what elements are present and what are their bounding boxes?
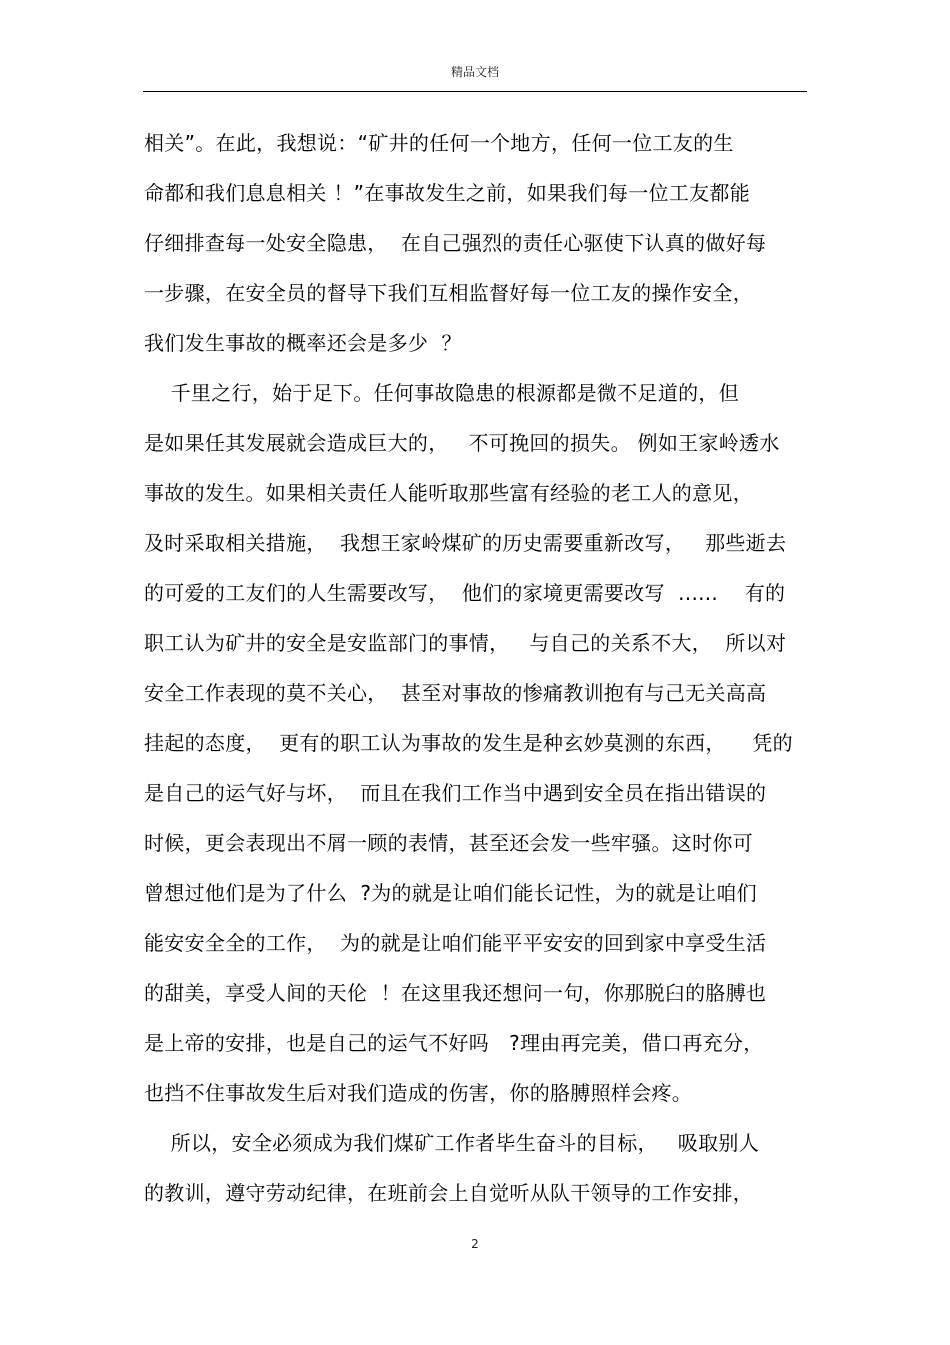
text-line: 时候，更会表现出不屑一顾的表情，甚至还会发一些牢骚。这时你可 bbox=[144, 831, 753, 855]
text-line: 及时采取相关措施， 我想王家岭煤矿的历史需要重新改写， 那些逝去 bbox=[144, 531, 787, 555]
text-line: 相关”。在此，我想说：“矿井的任何一个地方，任何一位工友的生 bbox=[144, 131, 734, 155]
text-line: 千里之行，始于足下。任何事故隐患的根源都是微不足道的，但 bbox=[144, 381, 740, 405]
text-line: 是上帝的安排，也是自己的运气不好吗 ?理由再完美，借口再充分， bbox=[144, 1031, 764, 1055]
text-line: 事故的发生。如果相关责任人能听取那些富有经验的老工人的意见， bbox=[144, 481, 753, 505]
page-number: 2 bbox=[471, 1237, 479, 1251]
text-line: 的教训，遵守劳动纪律，在班前会上自觉听从队干领导的工作安排， bbox=[144, 1181, 753, 1205]
header-divider bbox=[143, 91, 807, 92]
text-line: 命都和我们息息相关 ！”在事故发生之前，如果我们每一位工友都能 bbox=[144, 181, 751, 205]
text-line: 能安安全全的工作， 为的就是让咱们能平平安安的回到家中享受生活 bbox=[144, 931, 767, 955]
text-line: 也挡不住事故发生后对我们造成的伤害，你的胳膊照样会疼。 bbox=[144, 1081, 693, 1105]
text-line: 职工认为矿井的安全是安监部门的事情， 与自己的关系不大， 所以对 bbox=[144, 631, 787, 655]
page-header-title: 精品文档 bbox=[450, 65, 499, 79]
text-line: 所以，安全必须成为我们煤矿工作者毕生奋斗的目标， 吸取别人 bbox=[144, 1131, 760, 1155]
text-line: 仔细排查每一处安全隐患， 在自己强烈的责任心驱使下认真的做好每 bbox=[144, 231, 767, 255]
text-line: 曾想过他们是为了什么 ?为的就是让咱们能长记性，为的就是让咱们 bbox=[144, 881, 757, 905]
text-line: 是如果任其发展就会造成巨大的， 不可挽回的损失。 例如王家岭透水 bbox=[144, 431, 780, 455]
body-text bbox=[144, 118, 812, 1218]
text-line: 一步骤，在安全员的督导下我们互相监督好每一位工友的操作安全， bbox=[144, 281, 753, 305]
text-line: 的甜美，享受人间的天伦 ！在这里我还想问一句，你那脱臼的胳膊也 bbox=[144, 981, 767, 1005]
text-line: 的可爱的工友们的人生需要改写， 他们的家境更需要改写 ...... 有的 bbox=[144, 581, 786, 605]
text-line: 安全工作表现的莫不关心， 甚至对事故的惨痛教训抱有与己无关高高 bbox=[144, 681, 767, 705]
text-line: 我们发生事故的概率还会是多少 ？ bbox=[144, 331, 462, 355]
text-line: 挂起的态度， 更有的职工认为事故的发生是种玄妙莫测的东西， 凭的 bbox=[144, 731, 793, 755]
text-line: 是自己的运气好与坏， 而且在我们工作当中遇到安全员在指出错误的 bbox=[144, 781, 767, 805]
